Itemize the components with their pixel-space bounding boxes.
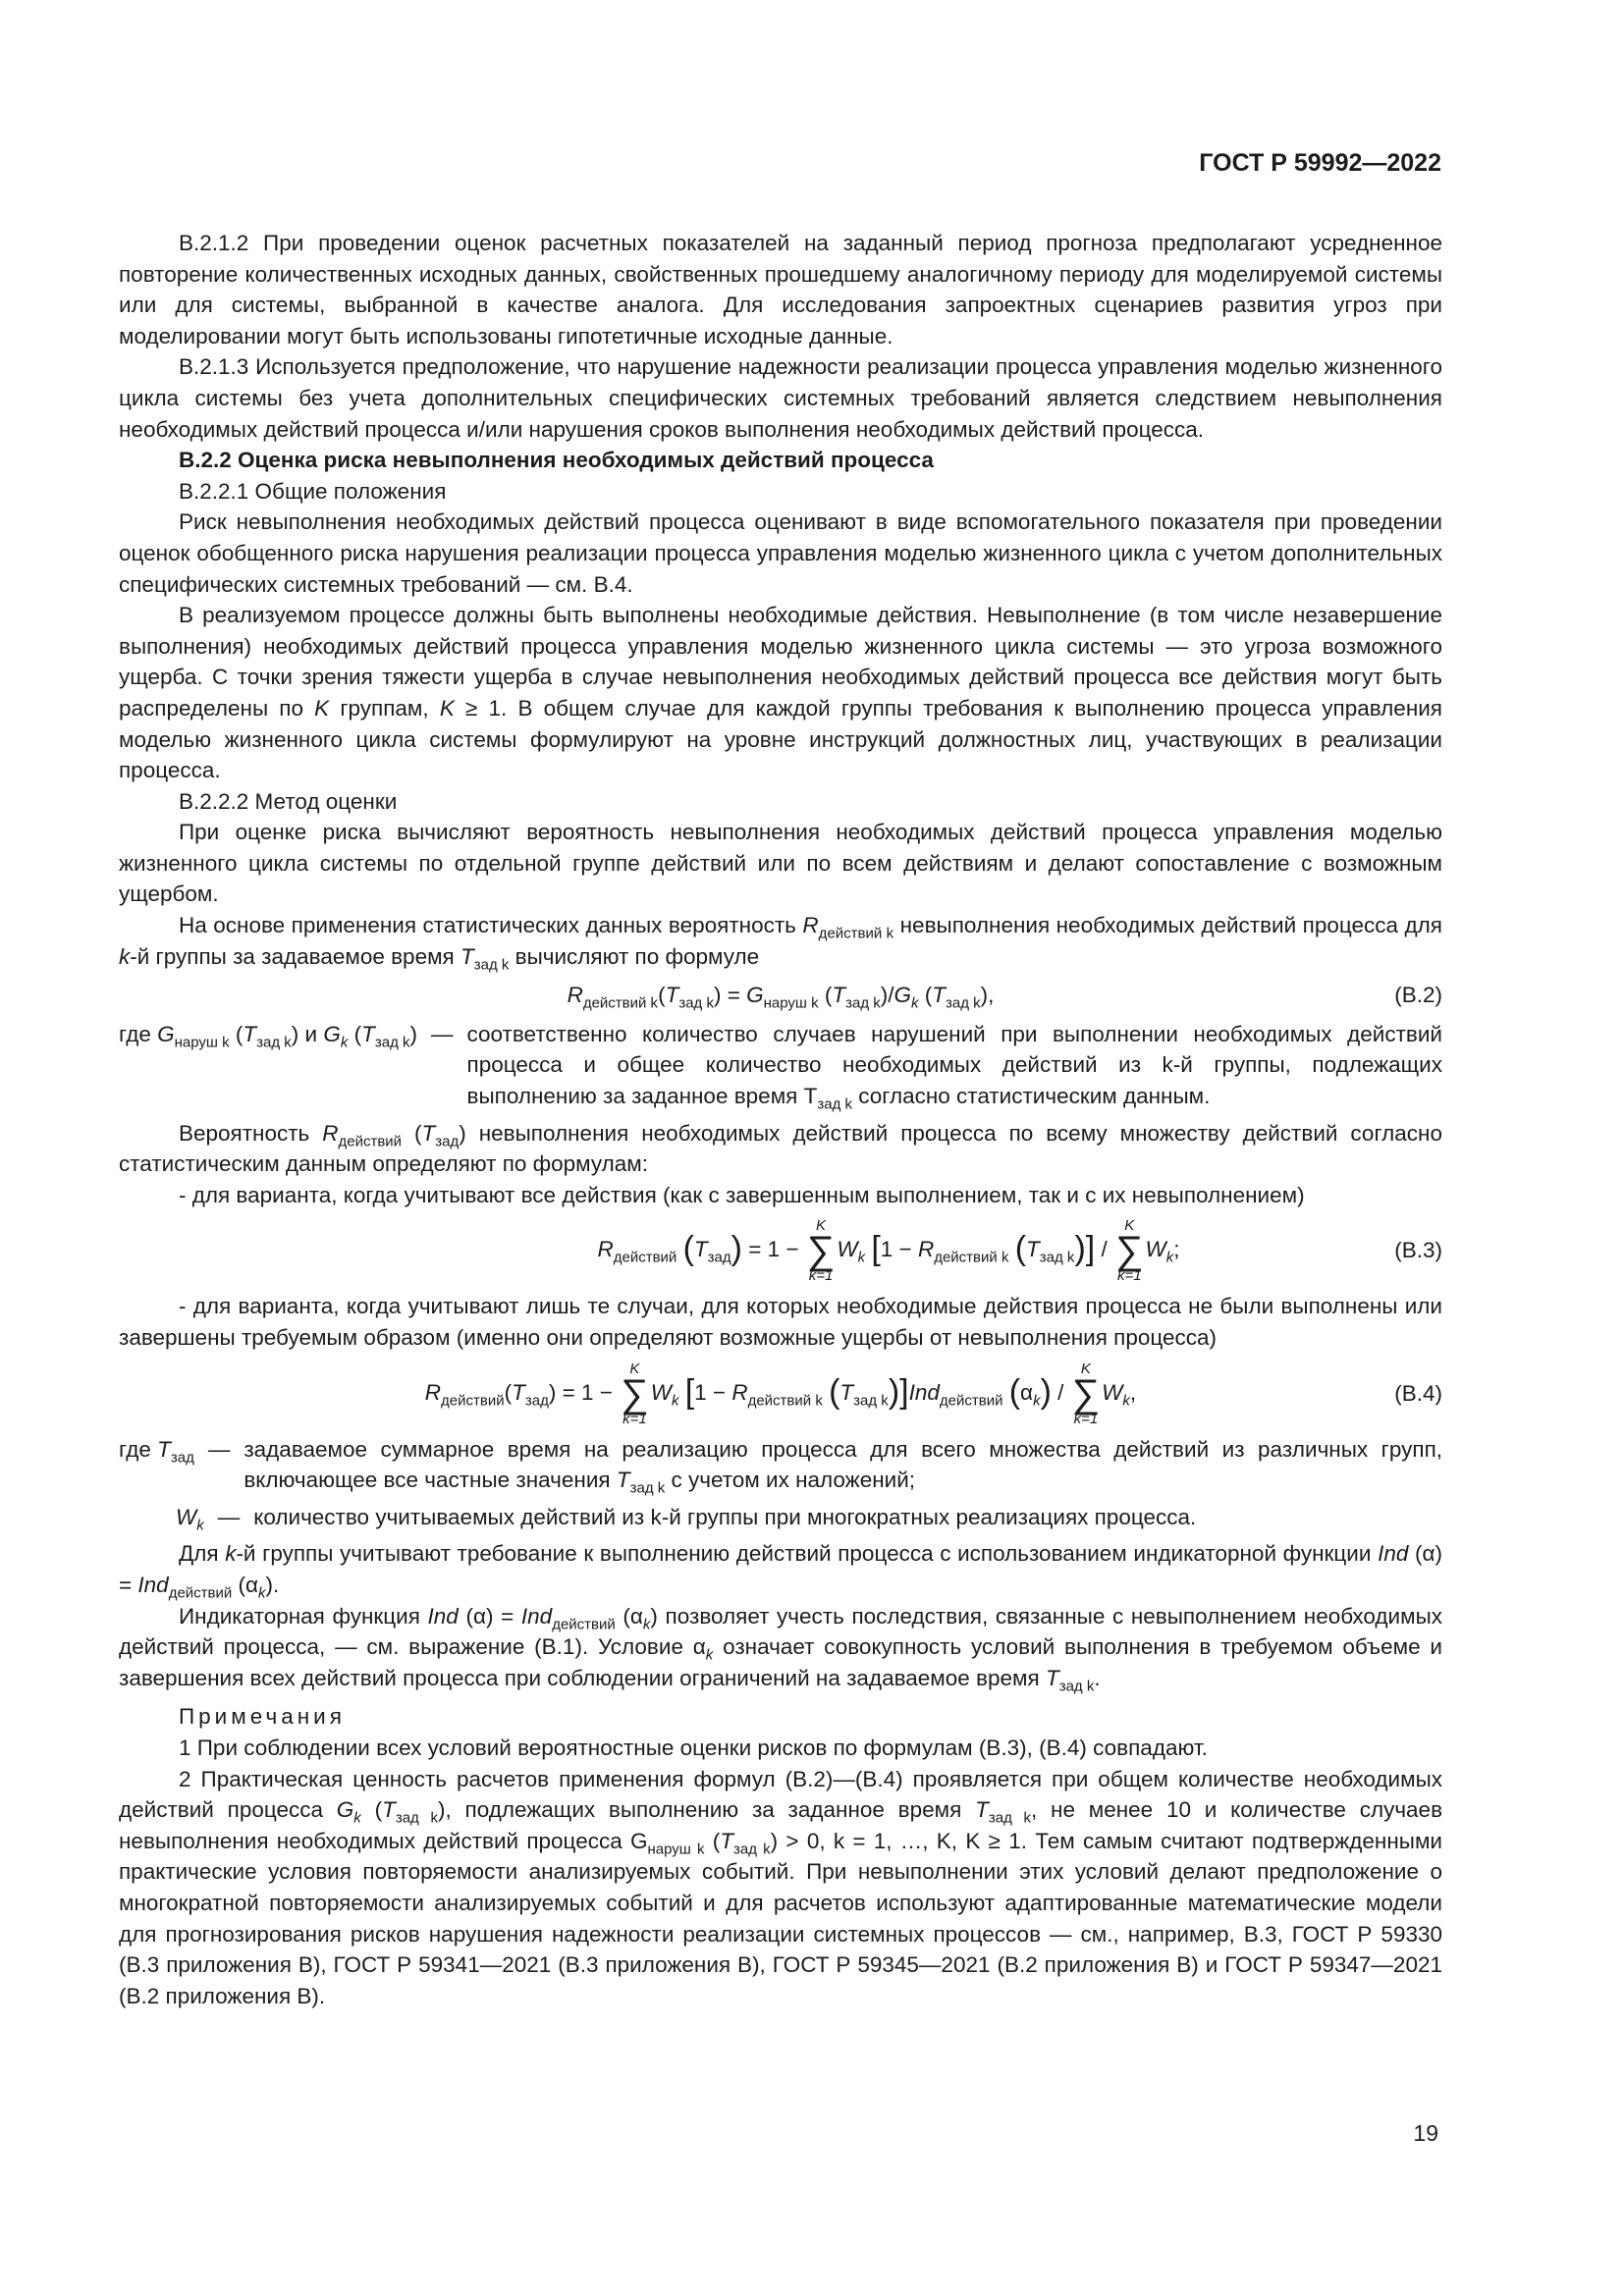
document-body (119, 228, 1442, 2011)
formula-b4-body: $R_{действий}(T_{зад}) = 1$ − K ∑ k=1 $W_k$ [$1 - R_{действий k}$ $(T_{зад k})]Ind_{действий}$ $(\alpha_k)$ / K ∑ k=1 $W_k$, (424, 1360, 1137, 1427)
legend-label: где $G_{наруш k}$ $(T_{зад k})$ и $G_k$ $(T_{зад k})$ (119, 1021, 418, 1051)
subsection-heading-b221: В.2.2.1 Общие положения (179, 478, 447, 504)
section-heading-b22: В.2.2 Оценка риска невыполнения необходимых действий процесса (179, 448, 934, 473)
subsection-heading-b222: В.2.2.2 Метод оценки (179, 788, 398, 814)
paragraph-indicator-function: Индикаторная функция Ind (α) = Ind$_{действий}$ $(\alpha_k)$ позволяет учесть последствия, связанные с невыполнением необходимых действий процесса, — см. выражение (В.1). Условие $\alpha_k$ означает совокупность условий выполнения в требуемом объеме и завершения всех действий процесса при соблюдении ограничений на задаваемое время $T_{зад k}$. (119, 1603, 1443, 1695)
paragraph-b213: В.2.1.3 Используется предположение, что нарушение надежности реализации процесса управления моделью жизненного цикла системы без учета дополнительных специфических системных требований является следствием невыполнения необходимых действий процесса и/или нарушения сроков выполнения необходимых действий процесса. (119, 354, 1442, 442)
paragraph-method: При оценке риска вычисляют вероятность невыполнения необходимых действий процесса управления моделью жизненного цикла системы по отдельной группе действий или по всем действиям и делают сопоставление с возможным ущербом. (119, 820, 1442, 907)
formula-b4-legend-w: $W_k$ — количество учитываемых действий из k-й группы при многократных реализациях процесса. (176, 1504, 1197, 1534)
sum-sign: K ∑ k=1 (1114, 1217, 1144, 1285)
paragraph-indicator-requirement: Для k-й группы учитывают требование к выполнению действий процесса с использованием индикаторной функции Ind (α) = Ind$_{действий}$ $(\alpha_k)$. (119, 1541, 1442, 1602)
formula-b3-number: (В.3) (1394, 1238, 1442, 1263)
formula-b2-body: $R_{действий k}(T_{зад k}) = G_{наруш k}$ $(T_{зад k})/G_k$ $(T_{зад k})$, (567, 983, 995, 1012)
paragraph-variant-all: - для варианта, когда учитывают все действия (как с завершенным выполнением, так и с их невыполнением) (179, 1182, 1305, 1207)
formula-b2-number: (В.2) (1394, 983, 1442, 1008)
note-2: 2 Практическая ценность расчетов применения формул (В.2)—(В.4) проявляется при общем количестве необходимых действий процесса $G_k$ $(T_{зад k})$, подлежащих выполнению за заданное время $T_{зад k}$, не менее 10 и количестве случаев невыполнения необходимых действий процесса $G_{наруш k}$ $(T_{зад k}) > 0$, k = 1, …, K, K ≥ 1. Тем самым считают подтвержденными практические условия повторяемости анализируемых событий. При невыполнении этих условий делают предположение о многократной повторяемости анализируемых событий и для расчетов используют адаптированные математические модели для прогнозирования рисков нарушения надежности реализации системных процессов — см., например, В.3, ГОСТ Р 59330 (В.3 приложения В), ГОСТ Р 59341—2021 (В.3 приложения В), ГОСТ Р 59345—2021 (В.2 приложения В) и ГОСТ Р 59347—2021 (В.2 приложения В). (119, 1766, 1443, 2008)
paragraph-variant-failed: - для варианта, когда учитывают лишь те случаи, для которых необходимые действия процесса не были выполнены или завершены требуемым образом (именно они определяют возможные ущербы от невыполнения процесса) (119, 1294, 1442, 1350)
page-number: 19 (1413, 2120, 1438, 2146)
notes-heading: Примечания (179, 1704, 346, 1730)
formula-b2 (119, 980, 1442, 1011)
formula-b3 (119, 1218, 1442, 1283)
sum-sign: K ∑ k=1 (806, 1217, 836, 1285)
paragraph-b212: В.2.1.2 При проведении оценок расчетных показателей на заданный период прогноза предполагают усредненное повторение количественных исходных данных, свойственных прошедшему аналогичному периоду для моделируемой системы или для системы, выбранной в качестве аналога. Для исследования запроектных сценариев развития угроз при моделировании могут быть использованы гипотетичные исходные данные. (119, 231, 1442, 348)
formula-b4 (119, 1362, 1442, 1426)
legend-text: соответственно количество случаев нарушений при выполнении необходимых действий процесса и общее количество необходимых действий из k-й группы, подлежащих выполнению за заданное время $T_{зад k}$ согласно статистическим данным. (466, 1021, 1442, 1113)
document-header: ГОСТ Р 59992—2022 (1199, 149, 1441, 177)
paragraph-probability: Вероятность $R_{действий}$ $(T_{зад})$ невыполнения необходимых действий процесса по всему множеству действий согласно статистическим данным определяют по формулам: (119, 1120, 1442, 1177)
formula-b2-legend: где $G_{наруш k}$ $(T_{зад k})$ и $G_k$ $(T_{зад k})$ — соответственно количество случаев нарушений при выполнении необходимых действий процесса и общее количество необходимых действий из k-й группы, подлежащих выполнению за заданное время $T_{зад k}$ согласно статистическим данным. (119, 1019, 1442, 1112)
paragraph-stat: На основе применения статистических данных вероятность $R_{действий k}$ невыполнения необходимых действий процесса для k-й группы за задаваемое время $T_{зад k}$ вычисляют по формуле (119, 913, 1442, 974)
formula-b3-body: $R_{действий}$ $(T_{зад}) = 1$ − K ∑ k=1 $W_k$ [$1 - R_{действий k}$ $(T_{зад k})$] / K ∑ k=1 $W_k$; (597, 1217, 1180, 1285)
paragraph-risk: Риск невыполнения необходимых действий процесса оценивают в виде вспомогательного показателя при проведении оценок обобщенного риска нарушения реализации процесса управления моделью жизненного цикла с учетом дополнительных специфических системных требований — см. В.4. (119, 509, 1442, 597)
note-1: 1 При соблюдении всех условий вероятностные оценки рисков по формулам (В.3), (В.4) совпадают. (179, 1735, 1208, 1760)
sum-sign: K ∑ k=1 (1071, 1360, 1101, 1427)
sum-sign: K ∑ k=1 (621, 1360, 649, 1427)
paragraph-actions: В реализуемом процессе должны быть выполнены необходимые действия. Невыполнение (в том числе незавершение выполнения) необходимых действий процесса управления моделью жизненного цикла системы — это угроза возможного ущерба. С точки зрения тяжести ущерба в случае невыполнения необходимых действий процесса все действия могут быть распределены по K группам, K ≥ 1. В общем случае для каждой группы требования к выполнению процесса управления моделью жизненного цикла системы формулируют на уровне инструкций должностных лиц, участвующих в реализации процесса. (119, 603, 1442, 783)
formula-b4-number: (В.4) (1394, 1380, 1442, 1406)
formula-b4-legend-t: где $T_{зад}$ — задаваемое суммарное время на реализацию процесса для всего множества действий из различных групп, включающее все частные значения $T_{зад k}$ с учетом их наложений; (119, 1436, 1442, 1497)
